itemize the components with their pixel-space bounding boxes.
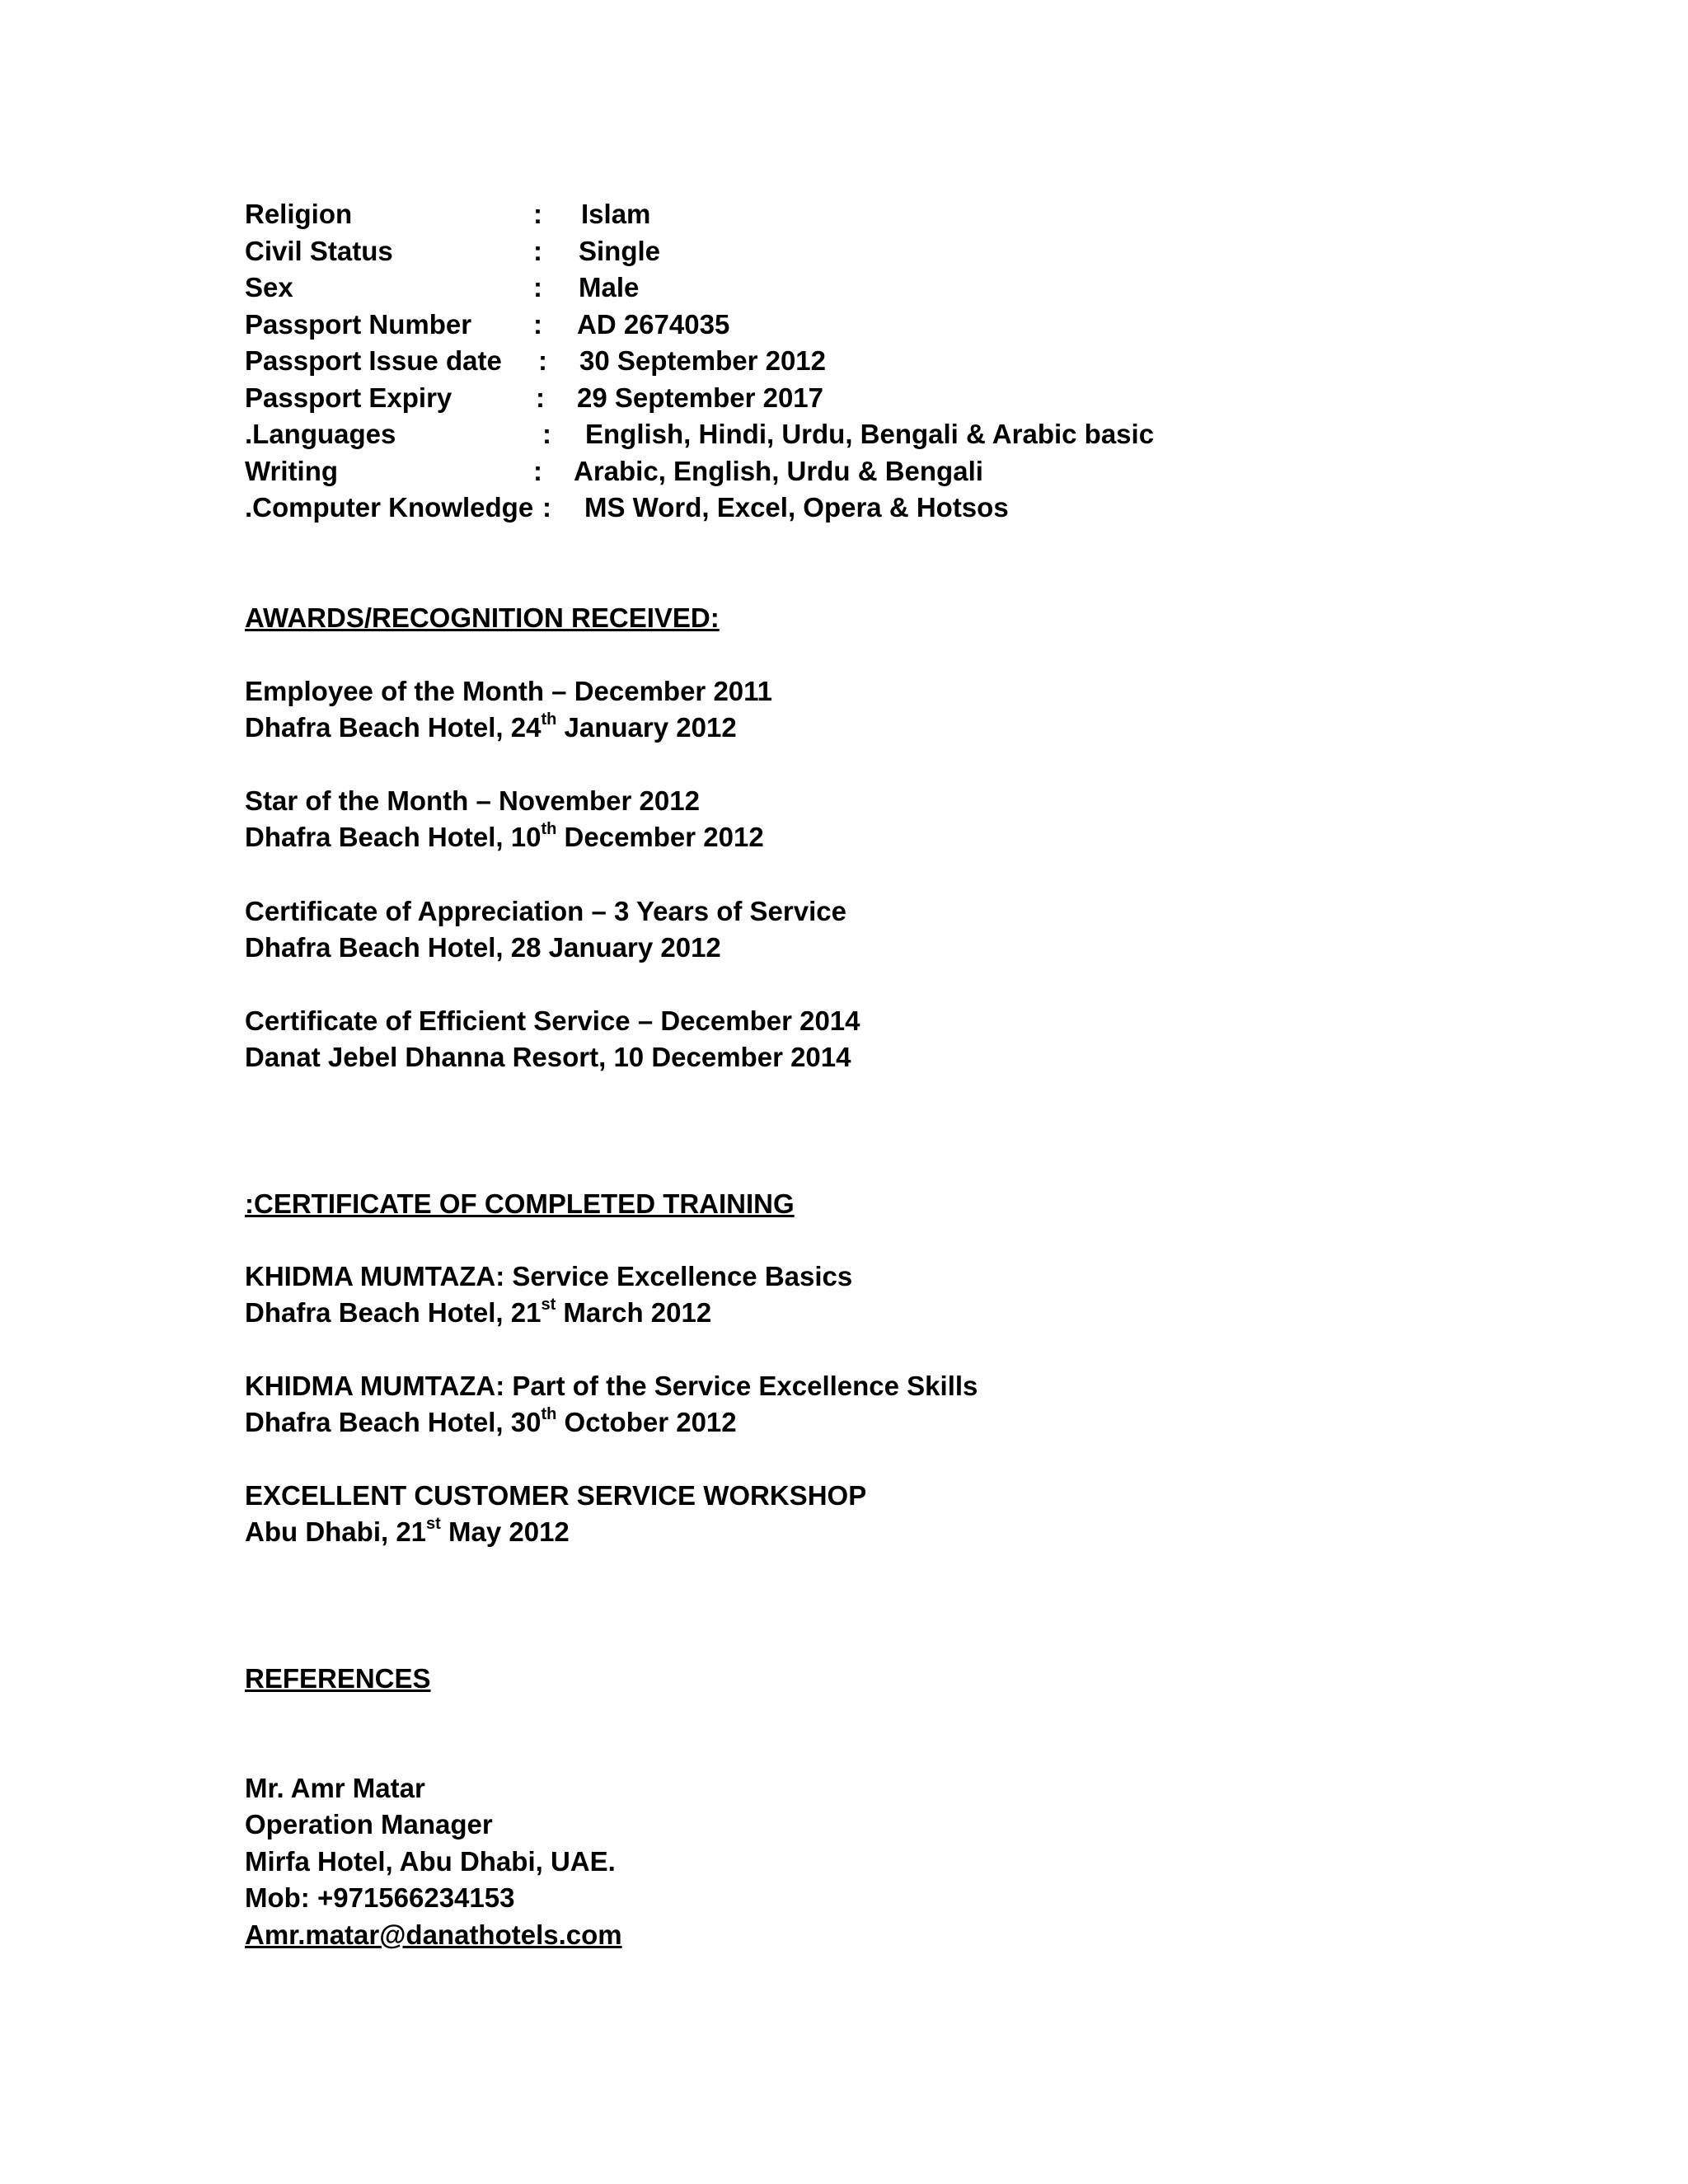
ordinal-suffix: st [426, 1515, 441, 1533]
award-title: Certificate of Appreciation – 3 Years of Service [245, 896, 846, 926]
training-date-text: March 2012 [556, 1297, 712, 1328]
detail-colon: : [533, 309, 542, 340]
detail-label: Writing [245, 456, 339, 486]
award-place-text: Dhafra Beach Hotel, 24 [245, 712, 542, 743]
detail-label: Passport Expiry [245, 382, 452, 413]
award-place: Dhafra Beach Hotel, 28 January 2012 [245, 932, 721, 963]
training-place-text: Dhafra Beach Hotel, 21 [245, 1297, 542, 1328]
detail-row-languages [245, 416, 1155, 452]
detail-label: .Languages [245, 419, 396, 449]
detail-label: Religion [245, 199, 353, 229]
detail-colon: : [536, 382, 545, 413]
detail-row-computer-knowledge [245, 490, 1009, 526]
detail-value: MS Word, Excel, Opera & Hotsos [584, 492, 1009, 523]
detail-value: AD 2674035 [577, 309, 730, 340]
training-place [245, 1295, 711, 1331]
detail-colon: : [533, 272, 542, 302]
award-place: Danat Jebel Dhanna Resort, 10 December 2014 [245, 1042, 851, 1072]
award-place [245, 819, 764, 855]
reference-position: Operation Manager [245, 1809, 493, 1840]
detail-colon: : [533, 199, 542, 229]
award-title: Employee of the Month – December 2011 [245, 676, 773, 706]
ordinal-suffix: th [541, 710, 557, 729]
award-title: Star of the Month – November 2012 [245, 785, 700, 816]
detail-value: English, Hindi, Urdu, Bengali & Arabic basic [585, 419, 1155, 449]
award-title: Certificate of Efficient Service – December 2014 [245, 1005, 860, 1036]
training-place [245, 1404, 737, 1441]
training-date-text: October 2012 [556, 1407, 737, 1437]
awards-heading: AWARDS/RECOGNITION RECEIVED: [245, 602, 720, 633]
detail-value: Islam [581, 199, 651, 229]
detail-label: Sex [245, 272, 293, 302]
reference-name: Mr. Amr Matar [245, 1773, 425, 1803]
award-place [245, 710, 737, 746]
detail-row-passport-issue-date [245, 343, 827, 379]
detail-value: 29 September 2017 [577, 382, 824, 413]
detail-row-civil-status [245, 233, 661, 269]
reference-email-link[interactable]: Amr.matar@danathotels.com [245, 1919, 622, 1950]
training-place [245, 1514, 570, 1550]
detail-row-passport-expiry [245, 380, 824, 416]
reference-mobile: Mob: +971566234153 [245, 1882, 515, 1913]
detail-label: .Computer Knowledge [245, 492, 534, 523]
ordinal-suffix: st [541, 1296, 556, 1314]
training-date-text: May 2012 [440, 1516, 570, 1547]
training-title: KHIDMA MUMTAZA: Part of the Service Excellence Skills [245, 1371, 978, 1401]
training-place-text: Abu Dhabi, 21 [245, 1516, 427, 1547]
training-heading: :CERTIFICATE OF COMPLETED TRAINING [245, 1188, 795, 1219]
detail-row-passport-number [245, 307, 730, 343]
detail-colon: : [533, 236, 542, 266]
award-date-text: January 2012 [556, 712, 737, 743]
detail-row-religion [245, 196, 651, 232]
ordinal-suffix: th [541, 1405, 557, 1423]
detail-colon: : [542, 492, 551, 523]
award-date-text: December 2012 [556, 822, 764, 852]
detail-row-writing [245, 453, 983, 490]
reference-company: Mirfa Hotel, Abu Dhabi, UAE. [245, 1846, 616, 1877]
detail-value: Male [579, 272, 640, 302]
detail-value: Arabic, English, Urdu & Bengali [574, 456, 983, 486]
detail-row-sex [245, 269, 640, 306]
training-place-text: Dhafra Beach Hotel, 30 [245, 1407, 542, 1437]
references-heading: REFERENCES [245, 1663, 431, 1694]
training-title: KHIDMA MUMTAZA: Service Excellence Basics [245, 1261, 853, 1291]
detail-label: Passport Number [245, 309, 472, 340]
ordinal-suffix: th [541, 820, 557, 838]
detail-label: Civil Status [245, 236, 393, 266]
detail-colon: : [538, 345, 547, 376]
award-place-text: Dhafra Beach Hotel, 10 [245, 822, 542, 852]
training-title: EXCELLENT CUSTOMER SERVICE WORKSHOP [245, 1480, 867, 1511]
detail-value: Single [579, 236, 661, 266]
detail-colon: : [542, 419, 551, 449]
detail-colon: : [533, 456, 542, 486]
detail-label: Passport Issue date [245, 345, 502, 376]
detail-value: 30 September 2012 [579, 345, 827, 376]
